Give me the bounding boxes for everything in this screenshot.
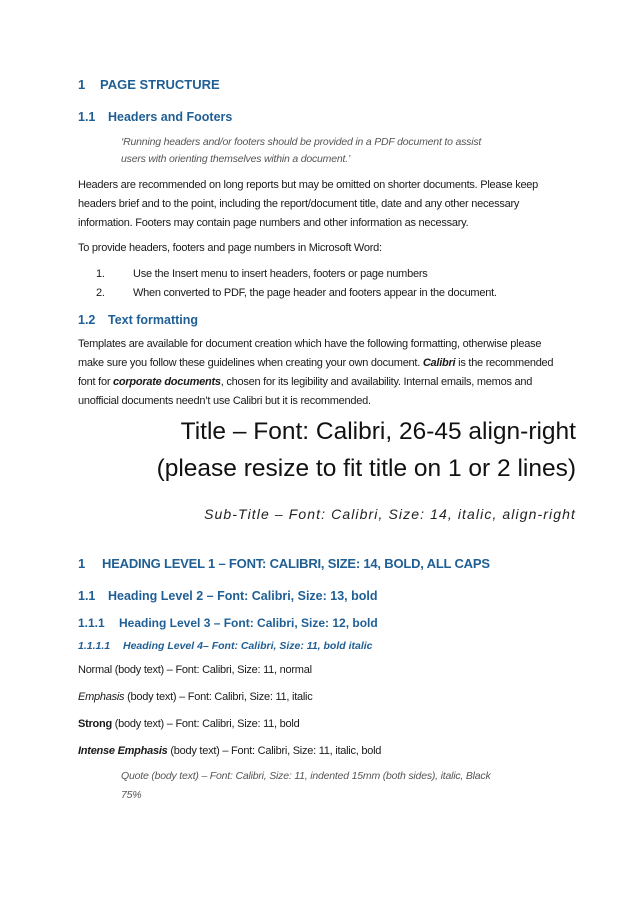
text-run: make sure you follow these guidelines when creating your own document. (78, 357, 423, 369)
paragraph-line: Templates are available for document creation which have the following formatting, otherwise please (78, 338, 542, 350)
heading-level-3-sample (78, 616, 378, 630)
heading-text: Heading Level 3 – Font: Calibri, Size: 12, bold (119, 616, 378, 630)
quote-sample-line: Quote (body text) – Font: Calibri, Size: 11, indented 15mm (both sides), italic, Black (121, 770, 491, 782)
title-line: Title – Font: Calibri, 26-45 align-right (180, 418, 576, 445)
paragraph-line: headers brief and to the point, including the report/document title, date and any other necessary (78, 198, 520, 210)
heading-number: 1.1 (78, 589, 96, 603)
heading-text: Heading Level 2 – Font: Calibri, Size: 13, bold (108, 589, 378, 603)
strong-label: Strong (78, 718, 112, 730)
quote-sample-line: 75% (121, 789, 142, 801)
emphasis-sample (78, 688, 313, 707)
text-run: (body text) – Font: Calibri, Size: 11, bold (111, 718, 300, 730)
text-run-bold-italic: Calibri (422, 357, 456, 369)
section-heading-1-2 (78, 313, 198, 327)
paragraph-line: Headers are recommended on long reports but may be omitted on shorter documents. Please keep (78, 179, 539, 191)
heading-level-1-sample (78, 556, 490, 571)
heading-text: Heading Level 4– Font: Calibri, Size: 11, bold italic (123, 640, 373, 652)
paragraph-line (78, 373, 532, 392)
section-title: Headers and Footers (108, 110, 233, 124)
heading-text: HEADING LEVEL 1 – FONT: CALIBRI, SIZE: 14, BOLD, ALL CAPS (102, 556, 490, 571)
list-text: Use the Insert menu to insert headers, footers or page numbers (133, 268, 428, 280)
list-text: When converted to PDF, the page header and footers appear in the document. (133, 287, 497, 299)
text-run: font for (78, 376, 114, 388)
strong-sample (78, 715, 299, 734)
paragraph-line (78, 354, 553, 373)
section-title: PAGE STRUCTURE (100, 77, 220, 92)
text-run: , chosen for its legibility and availability. Internal emails, memos and (220, 376, 533, 388)
intense-label: Intense Emphasis (78, 745, 168, 757)
heading-number: 1.1.1 (78, 616, 105, 630)
text-run: (body text) – Font: Calibri, Size: 11, italic (124, 691, 313, 703)
list-item (96, 284, 497, 303)
title-line: (please resize to fit title on 1 or 2 lines) (156, 455, 576, 482)
text-run: (body text) – Font: Calibri, Size: 11, italic, bold (167, 745, 382, 757)
heading-number: 1.1.1.1 (78, 640, 111, 652)
subtitle: Sub-Title – Font: Calibri, Size: 14, italic, align-right (204, 506, 576, 522)
text-run: is the recommended (455, 357, 554, 369)
paragraph-line: information. Footers may contain page numbers and other information as necessary. (78, 217, 469, 229)
emphasis-label: Emphasis (78, 691, 125, 703)
list-number: 1. (96, 268, 105, 280)
section-heading-1 (78, 77, 220, 92)
heading-level-4-sample (78, 640, 373, 652)
section-number: 1.2 (78, 313, 96, 327)
normal-sample: Normal (body text) – Font: Calibri, Size: 11, normal (78, 664, 312, 676)
list-number: 2. (96, 287, 105, 299)
heading-number: 1 (78, 556, 86, 571)
intense-emphasis-sample (78, 742, 381, 761)
section-title: Text formatting (108, 313, 199, 327)
paragraph-line: unofficial documents needn’t use Calibri but it is recommended. (78, 395, 371, 407)
section-heading-1-1 (78, 110, 232, 124)
list-item (96, 265, 428, 284)
text-run-bold-italic: corporate documents (113, 376, 221, 388)
section-number: 1 (78, 77, 86, 92)
section-number: 1.1 (78, 110, 96, 124)
heading-level-2-sample (78, 589, 378, 603)
paragraph-line: To provide headers, footers and page numbers in Microsoft Word: (78, 242, 382, 254)
quote-line: users with orienting themselves within a document.’ (121, 153, 351, 165)
quote-line: ‘Running headers and/or footers should be provided in a PDF document to assist (121, 136, 482, 148)
